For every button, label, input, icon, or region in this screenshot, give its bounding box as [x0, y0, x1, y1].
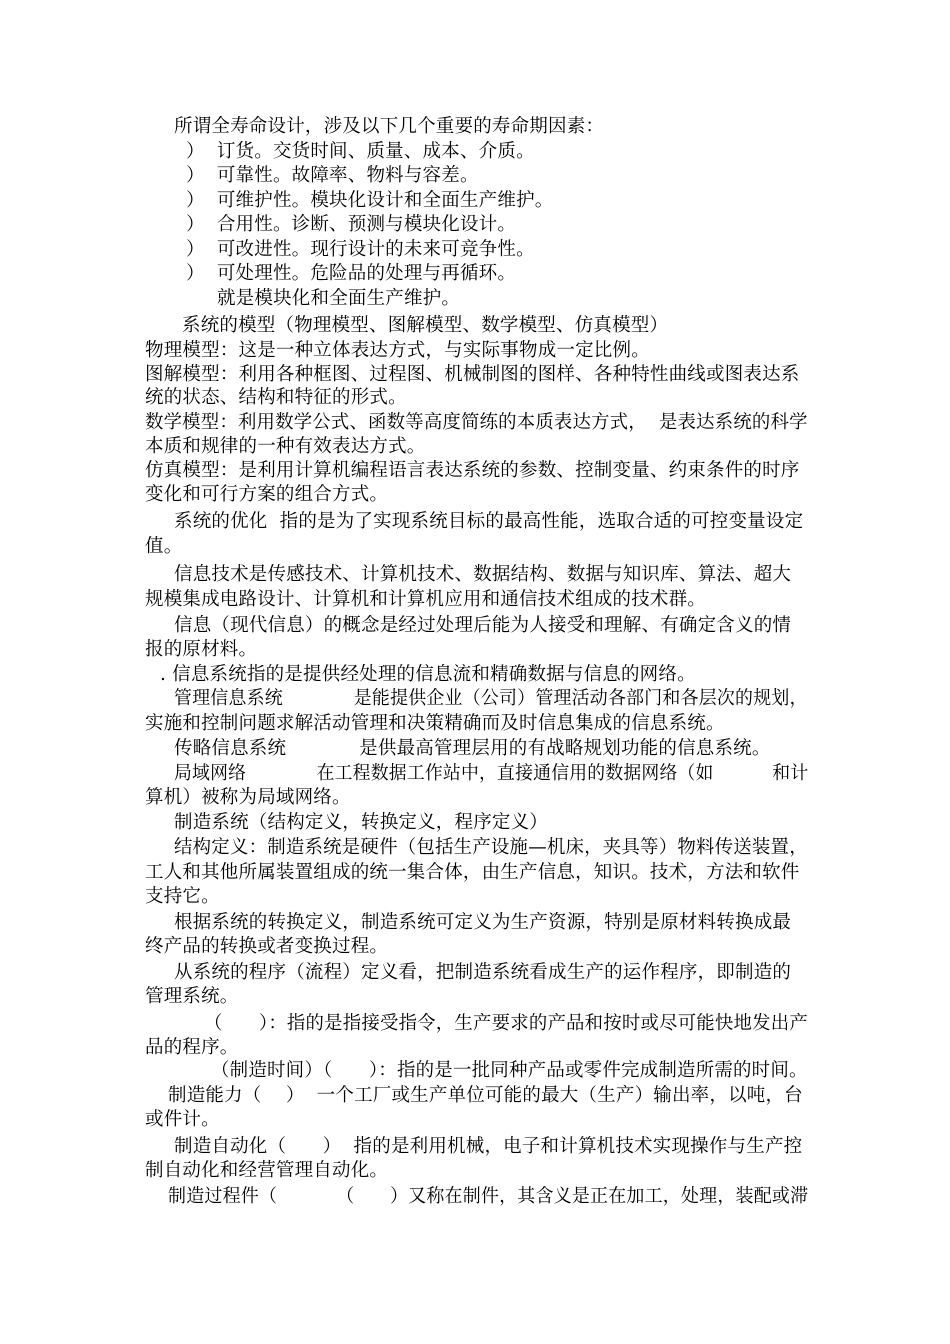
- text-line: 仿真模型：是利用计算机编程语言表达系统的参数、控制变量、约束条件的时序: [145, 460, 800, 481]
- text-line: . 信息系统指的是提供经处理的信息流和精确数据与信息的网络。: [160, 664, 696, 685]
- list-item: ） 可改进性。现行设计的未来可竞争性。: [186, 239, 535, 260]
- text-line: 局域网络 在工程数据工作站中，直接通信用的数据网络（如 和计: [174, 763, 809, 784]
- text-line: 结构定义：制造系统是硬件（包括生产设施—机床，夹具等）物料传送装置，: [174, 837, 808, 858]
- text-line: 信息（现代信息）的概念是经过处理后能为人接受和理解、有确定含义的情: [174, 615, 792, 636]
- text-line: （ ）：指的是指接受指令，生产要求的产品和按时或尽可能快地发出产: [204, 1013, 808, 1034]
- text-line: 所谓全寿命设计，涉及以下几个重要的寿命期因素：: [174, 116, 605, 137]
- text-line: 从系统的程序（流程）定义看，把制造系统看成生产的运作程序，即制造的: [174, 962, 792, 983]
- list-item: ） 订货。交货时间、质量、成本、介质。: [186, 141, 535, 162]
- text-line: 报的原材料。: [145, 639, 258, 660]
- text-line: 管理系统。: [145, 986, 239, 1007]
- section-heading: 系统的模型（物理模型、图解模型、数学模型、仿真模型）: [182, 315, 669, 336]
- text-line: 信息技术是传感技术、计算机技术、数据结构、数据与知识库、算法、超大: [174, 564, 792, 585]
- list-item: ） 可维护性。模块化设计和全面生产维护。: [186, 190, 554, 211]
- text-line: 支持它。: [145, 886, 220, 907]
- list-item: ） 可靠性。故障率、物料与容差。: [186, 165, 479, 186]
- text-line: 算机）被称为局域网络。: [145, 787, 351, 808]
- text-line: 工人和其他所属装置组成的统一集合体，由生产信息，知识。技术，方法和软件: [145, 862, 800, 883]
- text-line: 就是模块化和全面生产维护。: [217, 288, 461, 309]
- text-line: 规模集成电路设计、计算机和计算机应用和通信技术组成的技术群。: [145, 589, 707, 610]
- text-line: 物理模型：这是一种立体表达方式，与实际事物成一定比例。: [145, 340, 650, 361]
- text-line: 统的状态、结构和特征的形式。: [145, 387, 407, 408]
- text-line: 值。: [145, 536, 183, 557]
- section-heading: 制造系统（结构定义，转换定义，程序定义）: [174, 812, 549, 833]
- text-line: 终产品的转换或者变换过程。: [145, 936, 389, 957]
- text-line: 传略信息系统 是供最高管理层用的有战略规划功能的信息系统。: [174, 738, 771, 759]
- text-line: 制自动化和经营管理自动化。: [145, 1160, 389, 1181]
- text-line: （制造时间）（ ）：指的是一批同种产品或零件完成制造所需的时间。: [211, 1060, 808, 1081]
- text-line: 系统的优化 指的是为了实现系统目标的最高性能，选取合适的可控变量设定: [174, 511, 804, 532]
- list-item: ） 合用性。诊断、预测与模块化设计。: [186, 214, 517, 235]
- text-line: 变化和可行方案的组合方式。: [145, 484, 389, 505]
- text-line: 制造能力（ ） 一个工厂或生产单位可能的最大（生产）输出率，以吨，台: [168, 1085, 803, 1106]
- text-line: 数学模型：利用数学公式、函数等高度简练的本质表达方式， 是表达系统的科学: [145, 412, 808, 433]
- list-item: ） 可处理性。危险品的处理与再循环。: [186, 263, 517, 284]
- text-line: 图解模型：利用各种框图、过程图、机械制图的图样、各种特性曲线或图表达系: [145, 364, 800, 385]
- text-line: 制造过程件（ （ ）又称在制件，其含义是正在加工，处理，装配或滞: [168, 1186, 809, 1207]
- text-line: 根据系统的转换定义，制造系统可定义为生产资源，特别是原材料转换成最: [174, 912, 792, 933]
- text-line: 管理信息系统 是能提供企业（公司）管理活动各部门和各层次的规划，: [174, 688, 808, 709]
- text-line: 本质和规律的一种有效表达方式。: [145, 436, 426, 457]
- text-line: 制造自动化（ ） 指的是利用机械，电子和计算机技术实现操作与生产控: [174, 1136, 803, 1157]
- text-line: 品的程序。: [145, 1037, 239, 1058]
- text-line: 实施和控制问题求解活动管理和决策精确而及时信息集成的信息系统。: [145, 713, 725, 734]
- text-line: 或件计。: [145, 1109, 220, 1130]
